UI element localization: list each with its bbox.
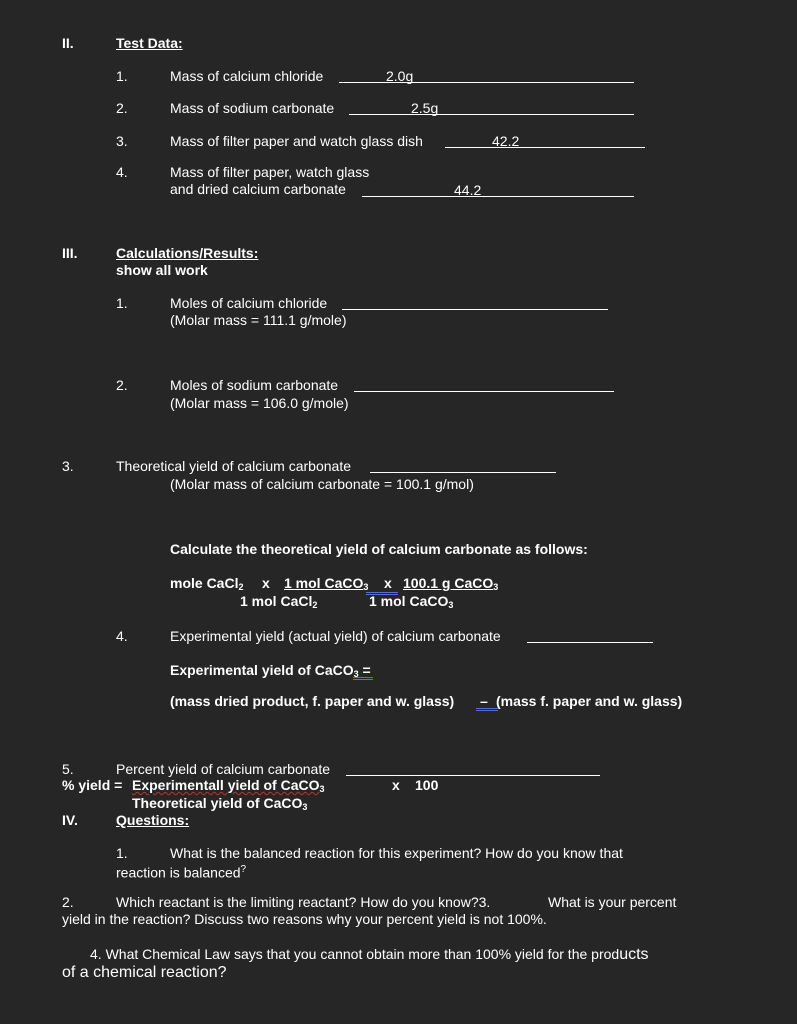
percent-label: Percent yield of calcium carbonate — [116, 761, 330, 777]
test-data-heading: Test Data: — [116, 35, 183, 51]
question-1-line1: What is the balanced reaction for this experiment? How do you know that — [170, 845, 623, 861]
formula-mass-numerator: 100.1 g CaCO$_3$ — [403, 575, 499, 592]
test-item-1-value: 2.0g — [386, 68, 414, 84]
section-iv-numeral: IV. — [62, 812, 78, 828]
experimental-answer-line — [527, 642, 653, 643]
formula-ratio-denominator: 1 mol CaCl$_2$ — [240, 593, 318, 610]
test-item-4-answer-line — [362, 196, 634, 197]
theoretical-instruction: Calculate the theoretical yield of calcium carbonate as follows: — [170, 541, 588, 557]
experimental-number: 4. — [116, 628, 128, 644]
calc-item-2-number: 2. — [116, 377, 128, 393]
test-item-3-value: 42.2 — [492, 133, 520, 149]
calc-item-2-label: Moles of sodium carbonate — [170, 377, 339, 393]
percent-numerator: Experimentall yield of CaCO$_3$ — [132, 777, 325, 794]
calc-item-1-number: 1. — [116, 295, 128, 311]
test-item-3-label: Mass of filter paper and watch glass dish — [170, 133, 423, 149]
test-item-1-answer-line — [339, 82, 634, 83]
percent-answer-line — [346, 775, 600, 776]
experimental-title-double-underline — [353, 677, 373, 680]
test-item-4-label-line2: and dried calcium carbonate — [170, 181, 346, 197]
experimental-formula-title: Experimental yield of CaCO$_3$ = — [170, 662, 371, 679]
test-item-4-number: 4. — [116, 164, 128, 180]
experimental-label: Experimental yield (actual yield) of calcium carbonate — [170, 628, 501, 644]
percent-denominator: Theoretical yield of CaCO$_3$ — [132, 795, 308, 812]
question-2-line1b: What is your percent — [548, 894, 677, 910]
experimental-formula-part1: (mass dried product, f. paper and w. glass) — [170, 693, 455, 709]
test-item-2-number: 2. — [116, 100, 128, 116]
calculations-heading: Calculations/Results: — [116, 245, 259, 261]
percent-times: x — [392, 777, 400, 793]
calc-item-1-note: (Molar mass = 111.1 g/mole) — [170, 312, 347, 328]
formula-term-mole-cacl2: mole CaCl$_2$ — [170, 575, 244, 592]
test-item-2-value: 2.5g — [411, 100, 439, 116]
test-item-1-number: 1. — [116, 68, 128, 84]
question-1-line2: reaction is balanced? — [116, 864, 247, 881]
experimental-formula-part2: (mass f. paper and w. glass) — [496, 693, 683, 709]
percent-hundred: 100 — [415, 777, 439, 793]
calc-item-2-answer-line — [354, 391, 614, 392]
test-item-4-label-line1: Mass of filter paper, watch glass — [170, 164, 370, 180]
formula-ratio-numerator: 1 mol CaCO$_3$ — [284, 575, 369, 592]
test-item-4-value: 44.2 — [454, 182, 482, 198]
theoretical-answer-line — [370, 472, 556, 473]
question-2-number: 2. — [62, 894, 74, 910]
calc-item-2-note: (Molar mass = 106.0 g/mole) — [170, 395, 349, 411]
formula-times-1: x — [262, 575, 270, 591]
test-item-3-number: 3. — [116, 133, 128, 149]
percent-number: 5. — [62, 761, 74, 777]
test-item-2-label: Mass of sodium carbonate — [170, 100, 335, 116]
section-ii-numeral: II. — [62, 35, 74, 51]
question-4-line2: of a chemical reaction? — [62, 964, 227, 981]
question-2-line1a: Which reactant is the limiting reactant? How do you know?3. — [116, 894, 491, 910]
calc-item-1-label: Moles of calcium chloride — [170, 295, 328, 311]
question-2-line2: yield in the reaction? Discuss two reasons why your percent yield is not 100%. — [62, 911, 547, 927]
experimental-minus-double-underline — [476, 708, 498, 711]
calculations-subtitle: show all work — [116, 262, 208, 278]
experimental-formula-minus: – — [480, 693, 488, 709]
formula-times-2: x — [384, 575, 392, 591]
theoretical-number: 3. — [62, 458, 74, 474]
question-1-number: 1. — [116, 845, 128, 861]
questions-heading: Questions: — [116, 812, 190, 828]
section-iii-numeral: III. — [62, 245, 78, 261]
test-item-3-answer-line — [445, 147, 645, 148]
theoretical-label: Theoretical yield of calcium carbonate — [116, 458, 352, 474]
test-item-2-answer-line — [349, 114, 634, 115]
question-4-line1: 4. What Chemical Law says that you cannot obtain more than 100% yield for the products — [90, 946, 649, 963]
test-item-1-label: Mass of calcium chloride — [170, 68, 324, 84]
calc-item-1-answer-line — [342, 309, 608, 310]
theoretical-note: (Molar mass of calcium carbonate = 100.1 g/mol) — [170, 476, 474, 492]
percent-yield-lhs: % yield = — [62, 777, 123, 793]
formula-mass-denominator: 1 mol CaCO$_3$ — [369, 593, 454, 610]
